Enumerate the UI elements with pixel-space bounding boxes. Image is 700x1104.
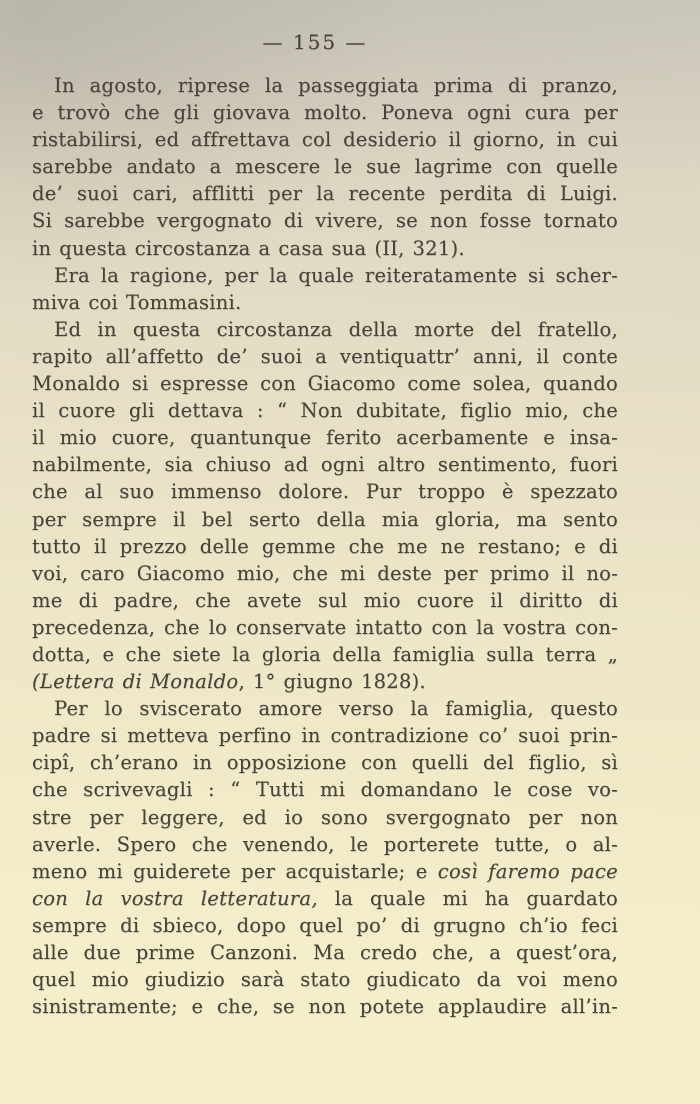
text-line xyxy=(32,262,618,289)
text-segment: che scrivevagli : “ Tutti mi domandano le cose vo- xyxy=(32,778,618,802)
text-segment: voi, caro Giacomo mio, che mi deste per primo il no- xyxy=(32,561,618,585)
text-line xyxy=(32,804,618,831)
text-line xyxy=(32,478,618,505)
text-segment: sarebbe andato a mescere le sue lagrime con quelle xyxy=(32,155,618,179)
italic-text-segment: con la vostra letteratura, xyxy=(32,886,318,910)
text-segment: il mio cuore, quantunque ferito acerbamente e insa- xyxy=(32,426,618,450)
text-segment: rapito all’affetto de’ suoi a ventiquattr’ anni, il conte xyxy=(32,344,618,368)
text-line xyxy=(32,316,618,343)
text-segment: tutto il prezzo delle gemme che me ne restano; e di xyxy=(32,534,618,558)
text-line xyxy=(32,533,618,560)
text-segment: Per lo sviscerato amore verso la famiglia, questo xyxy=(54,697,618,721)
text-line xyxy=(32,180,618,207)
text-line xyxy=(32,614,618,641)
text-line xyxy=(32,993,618,1020)
text-segment: Monaldo si espresse con Giacomo come solea, quando xyxy=(32,372,618,396)
text-line xyxy=(32,966,618,993)
text-line xyxy=(32,858,618,885)
text-segment: , 1° giugno 1828). xyxy=(238,670,426,694)
text-line xyxy=(32,235,618,262)
text-segment: Ed in questa circostanza della morte del fratello, xyxy=(54,317,618,341)
page-body xyxy=(32,72,618,1020)
text-line xyxy=(32,939,618,966)
text-segment: Era la ragione, per la quale reiteratamente si scher- xyxy=(54,263,618,287)
text-line xyxy=(32,153,618,180)
text-line xyxy=(32,506,618,533)
text-line xyxy=(32,72,618,99)
text-line xyxy=(32,641,618,668)
text-segment: meno mi guiderete per acquistarle; e xyxy=(32,859,438,883)
text-segment: per sempre il bel serto della mia gloria, ma sento xyxy=(32,507,618,531)
text-line xyxy=(32,289,618,316)
text-line xyxy=(32,451,618,478)
text-segment: cipî, ch’erano in opposizione con quelli del figlio, sì xyxy=(32,751,618,775)
text-line xyxy=(32,126,618,153)
text-segment: miva coi Tommasini. xyxy=(32,290,242,314)
text-segment: sempre di sbieco, dopo quel po’ di grugno ch’io feci xyxy=(32,913,618,937)
text-segment: averle. Spero che venendo, le porterete tutte, o al- xyxy=(32,832,618,856)
text-segment: sinistramente; e che, se non potete applaudire all’in- xyxy=(32,995,618,1019)
text-segment: che al suo immenso dolore. Pur troppo è spezzato xyxy=(32,480,618,504)
text-segment: stre per leggere, ed io sono svergognato per non xyxy=(32,805,618,829)
text-segment: alle due prime Canzoni. Ma credo che, a quest’ora, xyxy=(32,941,618,964)
italic-text-segment: così faremo pace xyxy=(437,859,618,883)
text-segment: precedenza, che lo conservate intatto con la vostra con- xyxy=(32,615,618,639)
text-line xyxy=(32,370,618,397)
text-line xyxy=(32,831,618,858)
text-line xyxy=(32,99,618,126)
text-line xyxy=(32,749,618,776)
text-segment: me di padre, che avete sul mio cuore il diritto di xyxy=(32,588,618,612)
text-segment: e trovò che gli giovava molto. Poneva ogni cura per xyxy=(32,101,618,125)
text-line xyxy=(32,885,618,912)
text-segment: in questa circostanza a casa sua (II, 321). xyxy=(32,236,465,260)
italic-text-segment: (Lettera di Monaldo xyxy=(32,670,239,694)
page-number: — 155 — xyxy=(262,30,368,54)
text-line xyxy=(32,912,618,939)
text-segment: Si sarebbe vergognato di vivere, se non fosse tornato xyxy=(32,209,618,233)
text-line xyxy=(32,776,618,803)
text-segment: In agosto, riprese la passeggiata prima di pranzo, xyxy=(54,74,618,97)
text-line xyxy=(32,397,618,424)
text-segment: de’ suoi cari, afflitti per la recente perdita di Luigi. xyxy=(32,182,618,206)
text-line xyxy=(32,560,618,587)
text-segment: quel mio giudizio sarà stato giudicato da voi meno xyxy=(32,968,618,992)
text-line xyxy=(32,722,618,749)
text-segment: dotta, e che siete la gloria della famiglia sulla terra „ xyxy=(32,642,618,666)
text-line xyxy=(32,695,618,722)
text-segment: la quale mi ha guardato xyxy=(317,886,618,910)
text-segment: ristabilirsi, ed affrettava col desiderio il giorno, in cui xyxy=(32,128,618,152)
text-segment: il cuore gli dettava : “ Non dubitate, figlio mio, che xyxy=(32,399,618,423)
text-line xyxy=(32,343,618,370)
text-segment: nabilmente, sia chiuso ad ogni altro sentimento, fuori xyxy=(32,453,618,477)
text-line xyxy=(32,668,618,695)
text-line xyxy=(32,424,618,451)
text-line xyxy=(32,207,618,234)
text-segment: padre si metteva perfino in contradizione co’ suoi prin- xyxy=(32,724,618,748)
text-line xyxy=(32,587,618,614)
